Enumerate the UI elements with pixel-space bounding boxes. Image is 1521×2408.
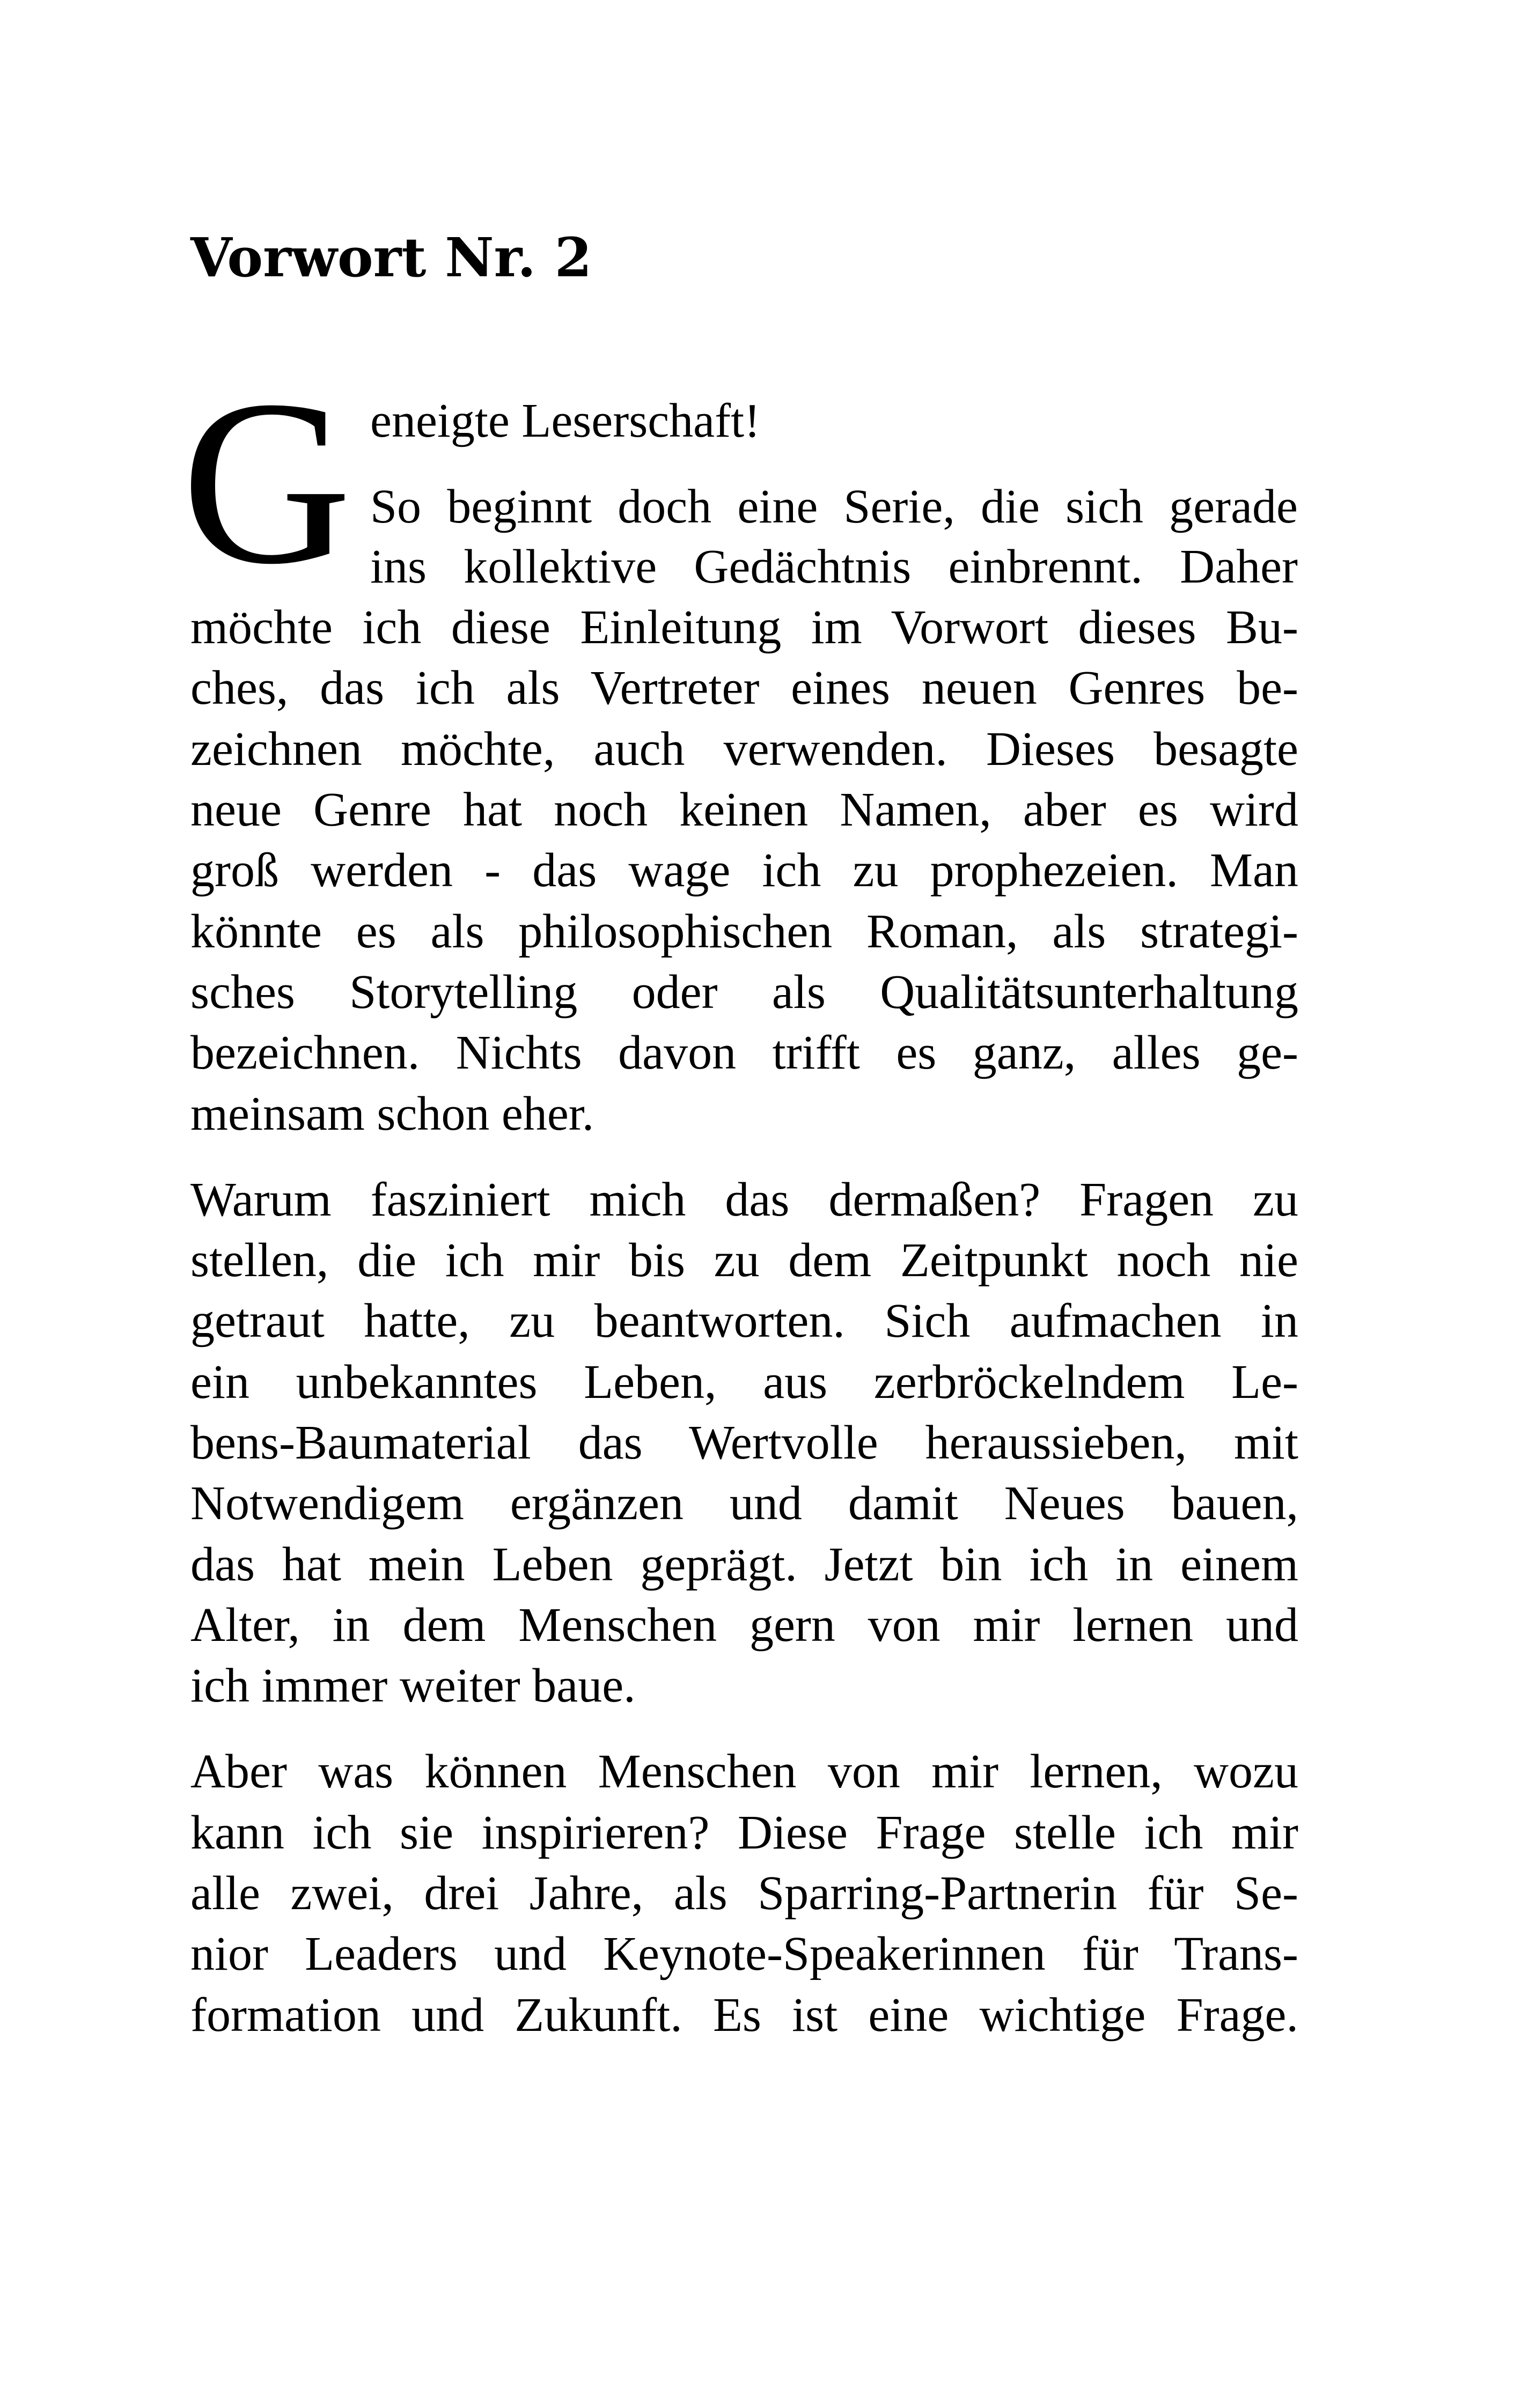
paragraph-1-line: groß werden - das wage ich zu prophezeien. Man xyxy=(190,844,1298,897)
paragraph-2-line: ich immer weiter baue. xyxy=(190,1659,636,1712)
paragraph-1-line: könnte es als philosophischen Roman, als strategi- xyxy=(190,905,1298,958)
paragraph-2-line: ein unbekanntes Leben, aus zerbröckelndem Le- xyxy=(190,1356,1298,1409)
paragraph-1-line: ins kollektive Gedächtnis einbrennt. Daher xyxy=(370,540,1298,593)
paragraph-2-line: Alter, in dem Menschen gern von mir lernen und xyxy=(190,1599,1298,1652)
paragraph-2-line: bens-Baumaterial das Wertvolle heraussieben, mit xyxy=(190,1416,1298,1469)
paragraph-2-line: getraut hatte, zu beantworten. Sich aufmachen in xyxy=(190,1294,1298,1347)
paragraph-3-line: Aber was können Menschen von mir lernen, wozu xyxy=(190,1745,1298,1798)
paragraph-3-line: nior Leaders und Keynote-Speakerinnen für Trans- xyxy=(190,1927,1298,1980)
paragraph-3-line: formation und Zukunft. Es ist eine wichtige Frage. xyxy=(190,1989,1298,2042)
paragraph-1-line: meinsam schon eher. xyxy=(190,1087,594,1140)
paragraph-1-line: bezeichnen. Nichts davon trifft es ganz, alles ge- xyxy=(190,1026,1298,1079)
paragraph-1-line: sches Storytelling oder als Qualitätsunterhaltung xyxy=(190,966,1298,1019)
paragraph-1-line: zeichnen möchte, auch verwenden. Dieses besagte xyxy=(190,723,1298,776)
paragraph-1-line: ches, das ich als Vertreter eines neuen Genres be- xyxy=(190,661,1298,715)
paragraph-1-line: möchte ich diese Einleitung im Vorwort dieses Bu- xyxy=(190,601,1298,654)
paragraph-3-line: alle zwei, drei Jahre, als Sparring-Partnerin für Se- xyxy=(190,1867,1298,1920)
paragraph-2-line: Warum fasziniert mich das dermaßen? Fragen zu xyxy=(190,1173,1298,1226)
drop-cap: G xyxy=(181,352,352,613)
paragraph-3-line: kann ich sie inspirieren? Diese Frage stelle ich mir xyxy=(190,1806,1298,1859)
paragraph-1-line: So beginnt doch eine Serie, die sich gerade xyxy=(370,480,1298,533)
chapter-heading: Vorwort Nr. 2 xyxy=(190,226,592,289)
paragraph-2-line: stellen, die ich mir bis zu dem Zeitpunkt noch nie xyxy=(190,1234,1298,1287)
paragraph-1-line: neue Genre hat noch keinen Namen, aber es wird xyxy=(190,783,1298,836)
paragraph-1-line: eneigte Leserschaft! xyxy=(370,394,761,447)
paragraph-2-line: das hat mein Leben geprägt. Jetzt bin ich in einem xyxy=(190,1538,1298,1591)
paragraph-2-line: Notwendigem ergänzen und damit Neues bauen, xyxy=(190,1477,1298,1530)
